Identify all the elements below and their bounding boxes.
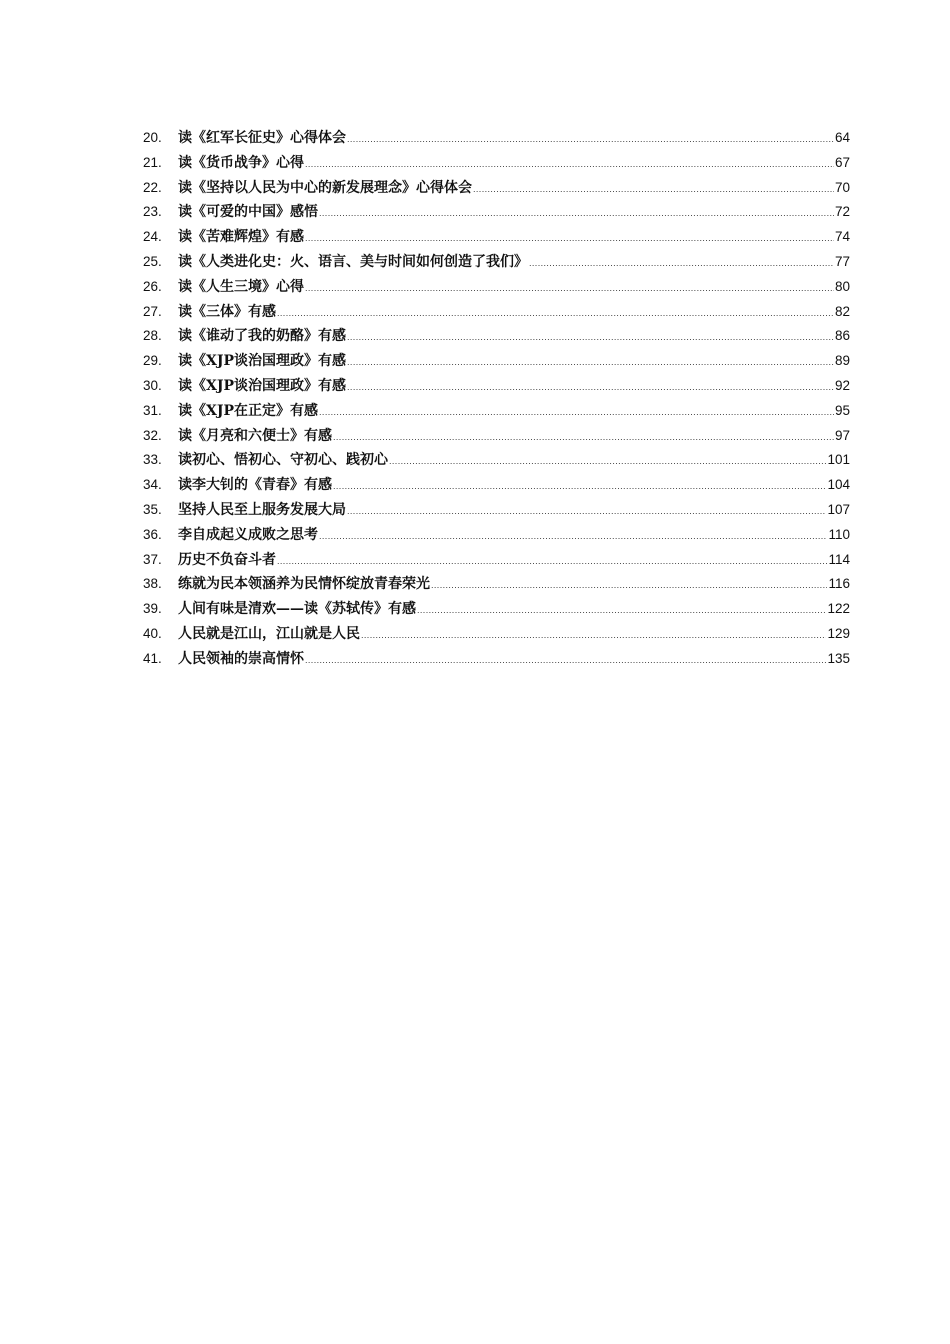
- toc-entry[interactable]: [143, 622, 850, 647]
- entry-page-number: 86: [834, 328, 850, 344]
- entry-page-number: 122: [827, 601, 850, 617]
- dot-leader: [529, 251, 834, 276]
- entry-title: 读《XJP在正定》有感: [178, 402, 319, 419]
- entry-number: 28.: [143, 328, 162, 344]
- entry-number: 20.: [143, 130, 162, 145]
- toc-entry[interactable]: [143, 349, 850, 374]
- entry-title: 读《人生三境》心得: [178, 278, 304, 295]
- toc-entry[interactable]: [143, 151, 850, 176]
- toc-entry[interactable]: [143, 250, 850, 275]
- entry-page-number: 64: [834, 130, 850, 145]
- entry-title: 读《XJP谈治国理政》有感: [178, 353, 347, 370]
- entry-page-number: 74: [834, 229, 850, 245]
- dot-leader: [417, 598, 826, 623]
- entry-title: 读《谁动了我的奶酪》有感: [178, 328, 346, 345]
- dot-leader: [305, 648, 826, 673]
- dot-leader: [347, 350, 834, 375]
- toc-entry[interactable]: [143, 448, 850, 473]
- entry-page-number: 101: [827, 452, 850, 468]
- dot-leader: [277, 549, 827, 574]
- toc-entry[interactable]: [143, 324, 850, 349]
- dot-leader: [473, 177, 834, 202]
- toc-entry[interactable]: [143, 572, 850, 597]
- entry-number: 40.: [143, 625, 162, 641]
- toc-entry[interactable]: [143, 473, 850, 498]
- entry-number: 24.: [143, 229, 162, 245]
- entry-title: 练就为民本领涵养为民情怀绽放青春荣光: [178, 576, 430, 593]
- entry-number: 25.: [143, 253, 162, 269]
- entry-number: 26.: [143, 278, 162, 294]
- dot-leader: [333, 425, 834, 450]
- entry-number: 36.: [143, 526, 162, 542]
- entry-number: 32.: [143, 427, 162, 443]
- entry-title: 人间有味是清欢——读《苏轼传》有感: [178, 601, 416, 618]
- toc-entry[interactable]: [143, 523, 850, 548]
- toc-entry[interactable]: [143, 374, 850, 399]
- entry-page-number: 80: [834, 278, 850, 294]
- toc-entry[interactable]: [143, 647, 850, 672]
- entry-page-number: 97: [834, 427, 850, 443]
- toc-entry[interactable]: [143, 225, 850, 250]
- toc-entry[interactable]: [143, 176, 850, 201]
- entry-page-number: 67: [834, 154, 850, 170]
- dot-leader: [347, 375, 834, 400]
- entry-page-number: 104: [827, 477, 850, 493]
- entry-page-number: 70: [834, 179, 850, 195]
- entry-title: 读初心、悟初心、守初心、践初心: [178, 452, 388, 469]
- table-of-contents: [143, 126, 850, 672]
- entry-number: 27.: [143, 303, 162, 319]
- dot-leader: [347, 499, 826, 524]
- toc-entry[interactable]: [143, 548, 850, 573]
- entry-title: 读《苦难辉煌》有感: [178, 229, 304, 246]
- entry-title: 读《XJP谈治国理政》有感: [178, 377, 347, 394]
- entry-number: 22.: [143, 179, 162, 195]
- entry-number: 35.: [143, 501, 162, 517]
- dot-leader: [347, 127, 834, 152]
- entry-number: 21.: [143, 154, 162, 170]
- entry-number: 23.: [143, 204, 162, 220]
- entry-title: 读《红军长征史》心得体会: [178, 130, 346, 146]
- dot-leader: [347, 325, 834, 350]
- entry-page-number: 89: [834, 353, 850, 369]
- entry-page-number: 107: [827, 501, 850, 517]
- dot-leader: [277, 301, 834, 326]
- dot-leader: [305, 152, 834, 177]
- entry-page-number: 72: [834, 204, 850, 220]
- entry-page-number: 114: [828, 551, 850, 567]
- entry-title: 读《货币战争》心得: [178, 154, 304, 171]
- entry-page-number: 77: [834, 253, 850, 269]
- toc-entry[interactable]: [143, 300, 850, 325]
- toc-entry[interactable]: [143, 498, 850, 523]
- entry-title: 读《可爱的中国》感悟: [178, 204, 318, 221]
- dot-leader: [319, 400, 834, 425]
- entry-page-number: 92: [834, 377, 850, 393]
- entry-page-number: 129: [827, 625, 850, 641]
- entry-title: 读李大钊的《青春》有感: [178, 477, 332, 494]
- dot-leader: [389, 449, 826, 474]
- entry-number: 33.: [143, 452, 162, 468]
- entry-title: 读《坚持以人民为中心的新发展理念》心得体会: [178, 179, 472, 196]
- entry-title: 坚持人民至上服务发展大局: [178, 501, 346, 518]
- entry-number: 37.: [143, 551, 162, 567]
- entry-title: 读《三体》有感: [178, 303, 276, 320]
- toc-entry[interactable]: [143, 275, 850, 300]
- dot-leader: [319, 201, 834, 226]
- entry-title: 李自成起义成败之思考: [178, 526, 318, 543]
- entry-page-number: 135: [827, 650, 850, 666]
- entry-title: 历史不负奋斗者: [178, 551, 276, 568]
- entry-number: 30.: [143, 377, 162, 393]
- entry-number: 29.: [143, 353, 162, 369]
- entry-page-number: 95: [834, 402, 850, 418]
- toc-entry[interactable]: [143, 399, 850, 424]
- entry-number: 38.: [143, 576, 162, 592]
- toc-entry[interactable]: [143, 126, 850, 151]
- toc-entry[interactable]: [143, 200, 850, 225]
- entry-number: 31.: [143, 402, 162, 418]
- dot-leader: [305, 226, 834, 251]
- toc-entry[interactable]: [143, 597, 850, 622]
- entry-page-number: 110: [828, 526, 850, 542]
- dot-leader: [431, 573, 827, 598]
- entry-title: 人民领袖的崇高情怀: [178, 650, 304, 667]
- entry-number: 41.: [143, 650, 162, 666]
- dot-leader: [319, 524, 827, 549]
- dot-leader: [361, 623, 826, 648]
- dot-leader: [305, 276, 834, 301]
- entry-title: 读《人类进化史：火、语言、美与时间如何创造了我们》: [178, 253, 528, 270]
- entry-number: 39.: [143, 601, 162, 617]
- entry-page-number: 82: [834, 303, 850, 319]
- dot-leader: [333, 474, 826, 499]
- entry-number: 34.: [143, 477, 162, 493]
- entry-page-number: 116: [828, 576, 850, 592]
- toc-entry[interactable]: [143, 424, 850, 449]
- entry-title: 读《月亮和六便士》有感: [178, 427, 332, 444]
- entry-title: 人民就是江山，江山就是人民: [178, 625, 360, 642]
